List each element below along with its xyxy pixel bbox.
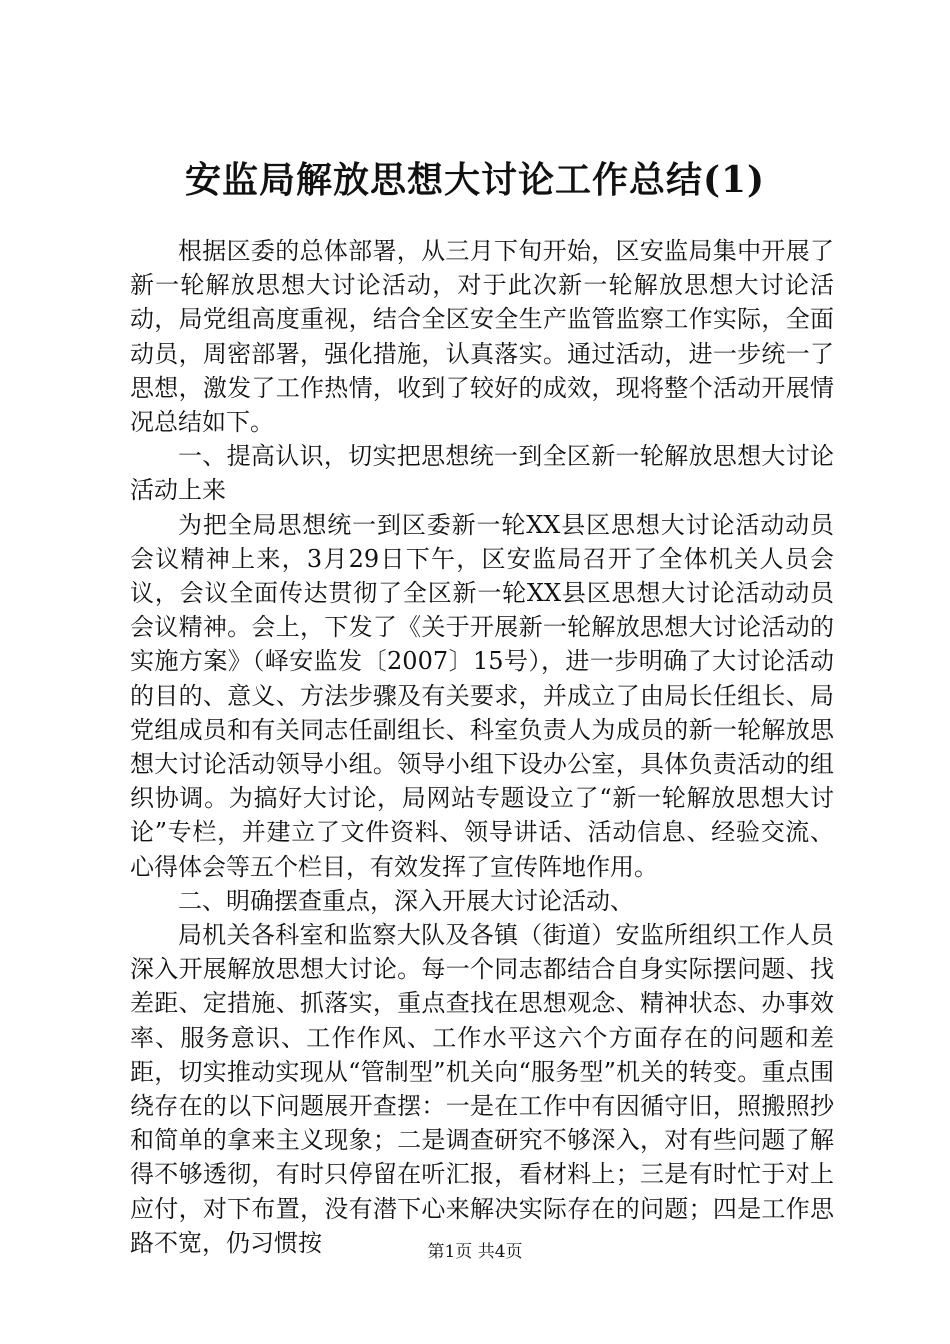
- document-title: 安监局解放思想大讨论工作总结(1): [184, 159, 766, 201]
- section-2-paragraph: 局机关各科室和监察大队及各镇（街道）安监所组织工作人员深入开展解放思想大讨论。每一个同志都结合自身实际摆问题、找差距、定措施、抓落实，重点查找在思想观念、精神状态、办事效率、服务意识、工作作风、工作水平这六个方面存在的问题和差距，切实推动实现从“管制型”机关向“服务型”机关的转变。重点围绕存在的以下问题展开查摆：一是在工作中有因循守旧，照搬照抄和简单的拿来主义现象；二是调查研究不够深入，对有些问题了解得不够透彻，有时只停留在听汇报，看材料上；三是有时忙于对上应付，对下布置，没有潜下心来解决实际存在的问题；四是工作思路不宽，仍习惯按: [130, 921, 834, 1257]
- section-heading-1: 一、提高认识，切实把思想统一到全区新一轮解放思想大讨论活动上来: [130, 442, 834, 505]
- section-heading-2: 二、明确摆查重点，深入开展大讨论活动、: [178, 886, 634, 915]
- document-body: [130, 234, 834, 1260]
- intro-paragraph: 根据区委的总体部署，从三月下旬开始，区安监局集中开展了新一轮解放思想大讨论活动，对于此次新一轮解放思想大讨论活动，局党组高度重视，结合全区安全生产监管监察工作实际，全面动员，周密部署，强化措施，认真落实。通过活动，进一步统一了思想，激发了工作热情，收到了较好的成效，现将整个活动开展情况总结如下。: [130, 237, 834, 437]
- section-1-paragraph: 为把全局思想统一到区委新一轮XX县区思想大讨论活动动员会议精神上来，3月29日下午，区安监局召开了全体机关人员会议，会议全面传达贯彻了全区新一轮XX县区思想大讨论活动动员会议精神。会上，下发了《关于开展新一轮解放思想大讨论活动的实施方案》（峄安监发〔2007〕15号），进一步明确了大讨论活动的目的、意义、方法步骤及有关要求，并成立了由局长任组长、局党组成员和有关同志任副组长、科室负责人为成员的新一轮解放思想大讨论活动领导小组。领导小组下设办公室，具体负责活动的组织协调。为搞好大讨论，局网站专题设立了“新一轮解放思想大讨论”专栏，并建立了文件资料、领导讲话、活动信息、经验交流、心得体会等五个栏目，有效发挥了宣传阵地作用。: [130, 510, 834, 881]
- page-number-footer: 第1页 共4页: [427, 1242, 523, 1262]
